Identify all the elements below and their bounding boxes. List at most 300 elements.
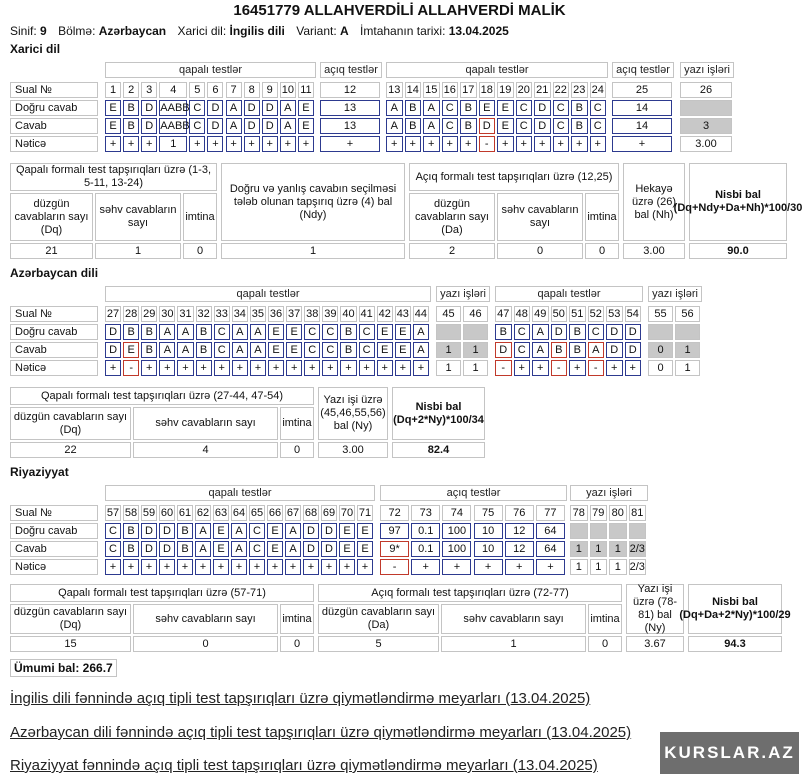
question-number: 25 xyxy=(612,82,672,98)
question-number: 45 xyxy=(436,306,461,322)
given-answer-cell: C xyxy=(359,342,375,358)
group-header: qapalı testlər xyxy=(386,62,608,78)
correct-answer-label: Doğru cavab xyxy=(10,523,98,539)
given-answer-cell: D xyxy=(534,118,551,134)
criteria-link-math[interactable]: Riyaziyyat fənnində açıq tipli test tapşırıqları üzrə qiymətləndirmə meyarları (13.04.2025) xyxy=(10,757,598,774)
question-number: 24 xyxy=(590,82,607,98)
correct-answer-cell: E xyxy=(268,324,284,340)
question-number: 5 xyxy=(189,82,205,98)
correct-answer-cell: B xyxy=(569,324,586,340)
summary-value: 0 xyxy=(585,243,619,259)
summary-group-title: Açıq formalı test tapşırıqları üzrə (12,25) xyxy=(409,163,619,191)
correct-answer-cell: E xyxy=(213,523,229,539)
correct-answer-cell: C xyxy=(189,100,205,116)
answers-grid-foreign xyxy=(10,60,799,160)
question-number: 74 xyxy=(442,505,471,521)
question-number: 63 xyxy=(214,507,228,519)
section-title-foreign: Xarici dil xyxy=(10,42,61,56)
correct-answer-cell: C xyxy=(304,324,320,340)
result-cell: + xyxy=(141,559,157,575)
result-cell: + xyxy=(141,136,157,152)
given-answer-cell: A xyxy=(177,342,193,358)
given-answer-cell: E xyxy=(339,541,355,557)
summary-column-header: düzgün cavabların sayı (Da) xyxy=(318,604,439,634)
result-cell: + xyxy=(268,360,284,376)
question-number: 36 xyxy=(269,308,283,320)
summary-value: 5 xyxy=(318,636,439,652)
correct-answer-cell: B xyxy=(123,523,139,539)
result-cell: + xyxy=(177,559,193,575)
given-answer-cell: 13 xyxy=(320,118,380,134)
summary-value: 2 xyxy=(409,243,495,259)
given-answer-cell: E xyxy=(377,342,393,358)
summary-column-header: imtina xyxy=(585,193,619,241)
result-cell: 1 xyxy=(675,360,700,376)
result-cell: + xyxy=(141,360,157,376)
correct-answer-cell: B xyxy=(123,100,139,116)
summary-value: 3.00 xyxy=(623,243,685,259)
correct-answer-cell: A xyxy=(413,324,429,340)
given-answer-cell: D xyxy=(244,118,260,134)
given-answer-cell: C xyxy=(514,342,531,358)
given-answer-cell: E xyxy=(267,541,283,557)
correct-answer-cell: C xyxy=(322,324,338,340)
correct-answer-cell: A xyxy=(231,523,247,539)
result-cell: + xyxy=(569,360,586,376)
given-answer-cell: A xyxy=(386,118,403,134)
question-number: 56 xyxy=(675,306,700,322)
question-number: 32 xyxy=(197,308,210,320)
given-answer-cell: B xyxy=(571,118,588,134)
result-cell: + xyxy=(280,136,296,152)
question-number: 27 xyxy=(106,308,120,320)
result-cell: - xyxy=(479,136,496,152)
correct-answer-cell: 64 xyxy=(536,523,565,539)
grade-label: Sinif: xyxy=(10,24,37,38)
result-cell: + xyxy=(105,559,121,575)
section-title-math: Riyaziyyat xyxy=(10,465,69,479)
correct-answer-cell: A xyxy=(250,324,266,340)
given-answer-cell: A xyxy=(232,342,248,358)
result-cell: + xyxy=(298,136,314,152)
correct-answer-cell: A xyxy=(386,100,403,116)
correct-answer-cell: A xyxy=(532,324,549,340)
question-number: 70 xyxy=(340,507,354,519)
correct-answer-cell: C xyxy=(588,324,605,340)
summary-column-header: imtina xyxy=(588,604,622,634)
given-answer-cell: E xyxy=(497,118,514,134)
result-cell: + xyxy=(303,559,319,575)
correct-answer-cell: C xyxy=(514,324,531,340)
answers-grid-azerbaijani xyxy=(10,284,799,384)
summary-value: 3.67 xyxy=(626,636,684,652)
question-number: 54 xyxy=(625,306,642,322)
question-number: 51 xyxy=(569,306,586,322)
correct-answer-cell: C xyxy=(516,100,533,116)
result-cell: + xyxy=(474,559,503,575)
question-number: 58 xyxy=(124,507,138,519)
summary-group-title: Nisbi bal (Dq+Da+2*Ny)*100/29 xyxy=(688,584,782,634)
question-number: 6 xyxy=(207,82,223,98)
given-answer-cell: B xyxy=(141,342,157,358)
correct-answer-cell: 0.1 xyxy=(411,523,440,539)
summary-column-header: səhv cavabların sayı xyxy=(95,193,181,241)
given-answer-cell: A xyxy=(195,541,211,557)
given-answer-cell: C xyxy=(442,118,459,134)
result-cell: + xyxy=(460,136,477,152)
given-answer-cell: A xyxy=(588,342,605,358)
correct-answer-cell: D xyxy=(321,523,337,539)
result-cell: + xyxy=(359,360,375,376)
given-answer-cell: E xyxy=(298,118,314,134)
result-cell: + xyxy=(214,360,230,376)
correct-answer-cell: D xyxy=(159,523,175,539)
summary-foreign xyxy=(10,163,802,263)
result-cell: + xyxy=(304,360,320,376)
result-cell: + xyxy=(105,136,121,152)
result-cell: + xyxy=(340,360,356,376)
summary-value: 0 xyxy=(588,636,622,652)
page-title: 16451779 ALLAHVERDİLİ ALLAHVERDİ MALİK xyxy=(233,2,566,19)
result-cell: 1 xyxy=(436,360,461,376)
given-answer-cell: 1 xyxy=(436,342,461,358)
correct-answer-cell: E xyxy=(395,324,411,340)
given-answer-cell: B xyxy=(551,342,568,358)
result-cell: + xyxy=(571,136,588,152)
question-number: 19 xyxy=(497,82,514,98)
summary-value: 1 xyxy=(95,243,181,259)
group-header: qapalı testlər xyxy=(495,286,643,302)
correct-answer-cell: A xyxy=(280,100,296,116)
result-cell: + xyxy=(285,559,301,575)
result-cell: + xyxy=(514,360,531,376)
summary-value: 82.4 xyxy=(392,442,485,458)
result-cell: + xyxy=(377,360,393,376)
result-cell: + xyxy=(322,360,338,376)
grade-value: 9 xyxy=(40,24,47,38)
correct-answer-cell: E xyxy=(298,100,314,116)
result-cell: 1 xyxy=(570,559,588,575)
variant-value: A xyxy=(340,24,349,38)
result-cell: 2/3 xyxy=(629,561,645,573)
given-answer-cell: B xyxy=(123,118,139,134)
correct-answer-cell: D xyxy=(244,100,260,116)
section-label: Bölmə: xyxy=(58,24,96,38)
correct-answer-cell: C xyxy=(105,523,121,539)
result-cell: - xyxy=(380,559,409,575)
summary-value: 90.0 xyxy=(689,243,787,259)
question-number: 13 xyxy=(386,82,403,98)
correct-answer-cell xyxy=(570,523,588,539)
question-number: 16 xyxy=(442,82,459,98)
given-answer-cell: A xyxy=(423,118,440,134)
question-number: 48 xyxy=(514,306,531,322)
result-cell: + xyxy=(267,559,283,575)
summary-value: 0 xyxy=(280,636,314,652)
given-answer-cell: AABB xyxy=(160,120,190,132)
summary-column-header: səhv cavabların sayı xyxy=(133,407,278,440)
summary-value: 3.00 xyxy=(318,442,388,458)
question-number: 38 xyxy=(306,308,319,320)
result-cell: + xyxy=(386,136,403,152)
given-answer-cell: 2/3 xyxy=(629,543,645,555)
summary-group-title: Qapalı formalı test tapşırıqları üzrə (57-71) xyxy=(10,584,314,602)
given-answer-cell: E xyxy=(123,342,139,358)
result-cell: + xyxy=(320,136,380,152)
question-number: 64 xyxy=(232,507,246,519)
criteria-link-english[interactable]: İngilis dili fənnində açıq tipli test tapşırıqları üzrə qiymətləndirmə meyarları (13.04.2025) xyxy=(10,690,591,707)
question-number: 81 xyxy=(629,505,647,521)
correct-answer-cell: 97 xyxy=(380,523,409,539)
question-number: 75 xyxy=(474,505,503,521)
summary-column-header: imtina xyxy=(280,604,314,634)
correct-answer-cell: A xyxy=(226,100,242,116)
correct-answer-cell xyxy=(590,523,608,539)
result-cell: + xyxy=(226,136,242,152)
group-header: yazı işləri xyxy=(570,485,648,501)
correct-answer-cell: A xyxy=(195,523,211,539)
criteria-link-azerbaijani[interactable]: Azərbaycan dili fənnində açıq tipli test tapşırıqları üzrə qiymətləndirmə meyarları (13.04.2025) xyxy=(10,724,632,741)
given-answer-cell: C xyxy=(322,342,338,358)
group-header: qapalı testlər xyxy=(105,62,316,78)
result-cell: 0 xyxy=(648,360,673,376)
given-answer-cell: E xyxy=(268,342,284,358)
given-answer-cell: B xyxy=(460,118,477,134)
given-answer-cell: A xyxy=(159,342,175,358)
result-cell: + xyxy=(262,136,278,152)
summary-math xyxy=(10,584,799,656)
summary-value: 0 xyxy=(280,442,314,458)
correct-answer-cell: E xyxy=(339,523,355,539)
given-answer-cell: 100 xyxy=(442,541,471,557)
question-number: 15 xyxy=(423,82,440,98)
correct-answer-cell: D xyxy=(606,324,623,340)
result-cell: 1 xyxy=(159,136,187,152)
result-cell: + xyxy=(207,136,223,152)
question-number-label: Sual № xyxy=(10,82,98,98)
question-number: 65 xyxy=(250,507,264,519)
result-cell: + xyxy=(405,136,422,152)
correct-answer-cell xyxy=(609,523,627,539)
result-cell: + xyxy=(413,360,429,376)
answers-grid-math xyxy=(10,483,799,583)
exam-info xyxy=(10,24,509,38)
summary-value: 0 xyxy=(133,636,278,652)
result-cell: + xyxy=(232,360,248,376)
question-number: 71 xyxy=(358,507,372,519)
question-number: 67 xyxy=(286,507,300,519)
correct-answer-cell: B xyxy=(495,324,512,340)
result-cell: + xyxy=(357,559,373,575)
question-number: 46 xyxy=(463,306,488,322)
given-answer-label: Cavab xyxy=(10,118,98,134)
result-cell: + xyxy=(250,360,266,376)
correct-answer-cell: D xyxy=(105,324,121,340)
result-cell: + xyxy=(123,559,139,575)
given-answer-cell: C xyxy=(304,342,320,358)
question-number: 40 xyxy=(342,308,355,320)
result-cell: + xyxy=(177,360,193,376)
result-label: Nəticə xyxy=(10,136,98,152)
question-number: 76 xyxy=(505,505,534,521)
summary-column-header: imtina xyxy=(183,193,217,241)
summary-value: 0 xyxy=(497,243,583,259)
given-answer-cell: D xyxy=(141,541,157,557)
result-cell: 3.00 xyxy=(680,136,732,152)
question-number: 7 xyxy=(226,82,242,98)
correct-answer-cell: A xyxy=(423,100,440,116)
question-number: 79 xyxy=(590,505,608,521)
given-answer-cell: 1 xyxy=(609,541,627,557)
given-answer-cell: 1 xyxy=(463,342,488,358)
given-answer-cell: D xyxy=(159,541,175,557)
question-number: 47 xyxy=(495,306,512,322)
correct-answer-cell: D xyxy=(303,523,319,539)
correct-answer-cell: C xyxy=(214,324,230,340)
question-number: 77 xyxy=(536,505,565,521)
summary-column-header: imtina xyxy=(280,407,314,440)
variant-label: Variant: xyxy=(296,24,337,38)
group-header: yazı işləri xyxy=(436,286,490,302)
question-number: 28 xyxy=(125,308,138,320)
question-number: 20 xyxy=(516,82,533,98)
question-number: 59 xyxy=(142,507,156,519)
result-cell: + xyxy=(534,136,551,152)
given-answer-cell: D xyxy=(105,342,121,358)
correct-answer-cell: C xyxy=(249,523,265,539)
correct-answer-cell: D xyxy=(625,324,642,340)
exam-date-label: İmtahanın tarixi: xyxy=(360,24,446,38)
given-answer-cell: E xyxy=(213,541,229,557)
result-cell: - xyxy=(551,360,568,376)
given-answer-cell: E xyxy=(105,118,121,134)
result-cell: - xyxy=(495,360,512,376)
summary-value: 22 xyxy=(10,442,131,458)
summary-column-header: düzgün cavabların sayı (Da) xyxy=(409,193,495,241)
result-cell: 1 xyxy=(590,559,608,575)
given-answer-cell: B xyxy=(177,541,193,557)
summary-value: 1 xyxy=(221,243,405,259)
given-answer-label: Cavab xyxy=(10,541,98,557)
correct-answer-cell: A xyxy=(159,324,175,340)
correct-answer-cell: E xyxy=(357,523,373,539)
summary-column-header: səhv cavabların sayı xyxy=(441,604,586,634)
result-cell: + xyxy=(536,559,565,575)
question-number-label: Sual № xyxy=(10,306,98,322)
correct-answer-cell: B xyxy=(123,324,139,340)
question-number: 26 xyxy=(680,82,732,98)
correct-answer-cell: A xyxy=(285,523,301,539)
question-number: 60 xyxy=(160,507,174,519)
summary-group-title: Nisbi bal (Dq+2*Ny)*100/34 xyxy=(392,387,485,440)
correct-answer-cell: D xyxy=(141,523,157,539)
given-answer-cell: A xyxy=(280,118,296,134)
summary-column-header: səhv cavabların sayı xyxy=(497,193,583,241)
correct-answer-cell xyxy=(648,324,673,340)
result-cell: + xyxy=(189,136,205,152)
correct-answer-cell xyxy=(629,523,647,539)
correct-answer-cell: A xyxy=(232,324,248,340)
question-number: 55 xyxy=(648,306,673,322)
question-number: 8 xyxy=(244,82,260,98)
result-cell: + xyxy=(244,136,260,152)
correct-answer-cell: B xyxy=(340,324,356,340)
summary-group-title: Hekayə üzrə (26) bal (Nh) xyxy=(623,163,685,241)
correct-answer-cell: B xyxy=(405,100,422,116)
result-cell: + xyxy=(159,559,175,575)
result-cell: + xyxy=(286,360,302,376)
result-cell: + xyxy=(606,360,623,376)
correct-answer-cell: B xyxy=(177,523,193,539)
question-number: 37 xyxy=(288,308,301,320)
given-answer-cell: 0.1 xyxy=(411,541,440,557)
correct-answer-cell: C xyxy=(590,100,607,116)
given-answer-cell: C xyxy=(553,118,570,134)
result-cell: + xyxy=(423,136,440,152)
question-number: 31 xyxy=(179,308,192,320)
correct-answer-cell: A xyxy=(177,324,193,340)
summary-value: 94.3 xyxy=(688,636,782,652)
result-cell: + xyxy=(195,559,211,575)
given-answer-cell: B xyxy=(123,541,139,557)
question-number: 4 xyxy=(159,82,187,98)
result-cell: - xyxy=(123,360,139,376)
result-cell: + xyxy=(497,136,514,152)
correct-answer-cell: E xyxy=(497,100,514,116)
correct-answer-label: Doğru cavab xyxy=(10,100,98,116)
given-answer-cell: E xyxy=(357,541,373,557)
given-answer-cell: D xyxy=(625,342,642,358)
result-cell: - xyxy=(588,360,605,376)
result-cell: + xyxy=(505,559,534,575)
group-header: açıq testlər xyxy=(320,62,382,78)
result-cell: + xyxy=(553,136,570,152)
exam-date-value: 13.04.2025 xyxy=(448,24,509,38)
given-answer-cell: C xyxy=(249,541,265,557)
given-answer-cell: C xyxy=(105,541,121,557)
summary-column-header: düzgün cavabların sayı (Dq) xyxy=(10,604,131,634)
given-answer-cell: D xyxy=(262,118,278,134)
correct-answer-cell: C xyxy=(553,100,570,116)
question-number: 69 xyxy=(322,507,336,519)
question-number-label: Sual № xyxy=(10,505,98,521)
section-title-azerbaijani: Azərbaycan dili xyxy=(10,266,99,280)
result-cell: + xyxy=(590,136,607,152)
summary-value: 21 xyxy=(10,243,93,259)
given-answer-cell: A xyxy=(226,118,242,134)
question-number: 80 xyxy=(609,505,627,521)
given-answer-cell: A xyxy=(413,342,429,358)
section-value: Azərbaycan xyxy=(98,24,167,38)
summary-value: 15 xyxy=(10,636,131,652)
question-number: 21 xyxy=(534,82,551,98)
given-answer-cell: C xyxy=(214,342,230,358)
summary-group-title: Yazı işi üzrə (45,46,55,56) bal (Ny) xyxy=(318,387,388,440)
summary-group-title: Nisbi bal (Dq+Ndy+Da+Nh)*100/30 xyxy=(689,163,787,241)
question-number: 22 xyxy=(553,82,570,98)
given-answer-cell: A xyxy=(231,541,247,557)
group-header: qapalı testlər xyxy=(105,485,375,501)
group-header: açıq testlər xyxy=(380,485,567,501)
given-answer-cell: 14 xyxy=(612,118,672,134)
result-cell: + xyxy=(123,136,139,152)
given-answer-cell: B xyxy=(405,118,422,134)
question-number: 43 xyxy=(396,308,409,320)
question-number: 49 xyxy=(532,306,549,322)
summary-column-header: səhv cavabların sayı xyxy=(133,604,278,634)
given-answer-cell: 1 xyxy=(590,541,608,557)
correct-answer-cell: 100 xyxy=(442,523,471,539)
